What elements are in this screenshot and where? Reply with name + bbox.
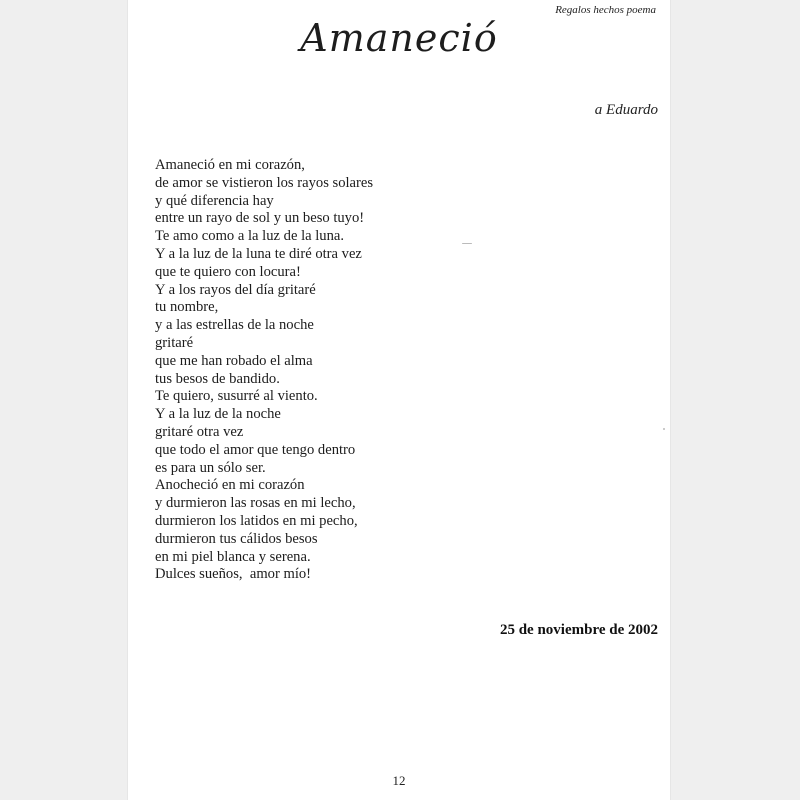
- poem-line: Amaneció en mi corazón,: [155, 157, 305, 173]
- poem-line: gritaré otra vez: [155, 423, 244, 440]
- poem-line: tus besos de bandido.: [155, 370, 280, 387]
- poem-body: [155, 157, 495, 584]
- poem-title: Amaneció: [300, 16, 498, 60]
- poem-line: que te quiero con locura!: [155, 263, 301, 280]
- poem-line: en mi piel blanca y serena.: [155, 548, 311, 565]
- poem-date: 25 de noviembre de 2002: [499, 622, 658, 638]
- book-page: [128, 0, 670, 800]
- poem-line: Y a los rayos del día gritaré: [155, 281, 316, 298]
- paper-speck: [462, 243, 472, 244]
- poem-line: tu nombre,: [155, 299, 219, 316]
- poem-line: es para un sólo ser.: [155, 459, 266, 476]
- poem-line: Dulces sueños, amor mío!: [155, 566, 312, 583]
- poem-line: de amor se vistieron los rayos solares: [155, 174, 374, 191]
- poem-line: que todo el amor que tengo dentro: [155, 441, 356, 458]
- poem-line: entre un rayo de sol y un beso tuyo!: [155, 210, 365, 227]
- page-number: 12: [392, 773, 406, 788]
- poem-dedication: a Eduardo: [594, 102, 658, 118]
- poem-line: Y a la luz de la luna te diré otra vez: [155, 245, 362, 262]
- poem-line: Anocheció en mi corazón: [155, 477, 305, 494]
- poem-line: durmieron tus cálidos besos: [155, 530, 318, 547]
- poem-line: gritaré: [155, 334, 194, 351]
- poem-line: que me han robado el alma: [155, 352, 313, 369]
- poem-line: Te quiero, susurré al viento.: [155, 388, 318, 405]
- poem-line: durmieron los latidos en mi pecho,: [155, 512, 358, 529]
- poem-line: y durmieron las rosas en mi lecho,: [155, 495, 356, 512]
- paper-speck: [663, 428, 665, 430]
- poem-line: Te amo como a la luz de la luna.: [155, 228, 345, 245]
- poem-line: Y a la luz de la noche: [155, 406, 281, 423]
- running-header: Regalos hechos poema: [555, 4, 656, 16]
- poem-line: y qué diferencia hay: [155, 192, 274, 209]
- poem-line: y a las estrellas de la noche: [155, 317, 314, 334]
